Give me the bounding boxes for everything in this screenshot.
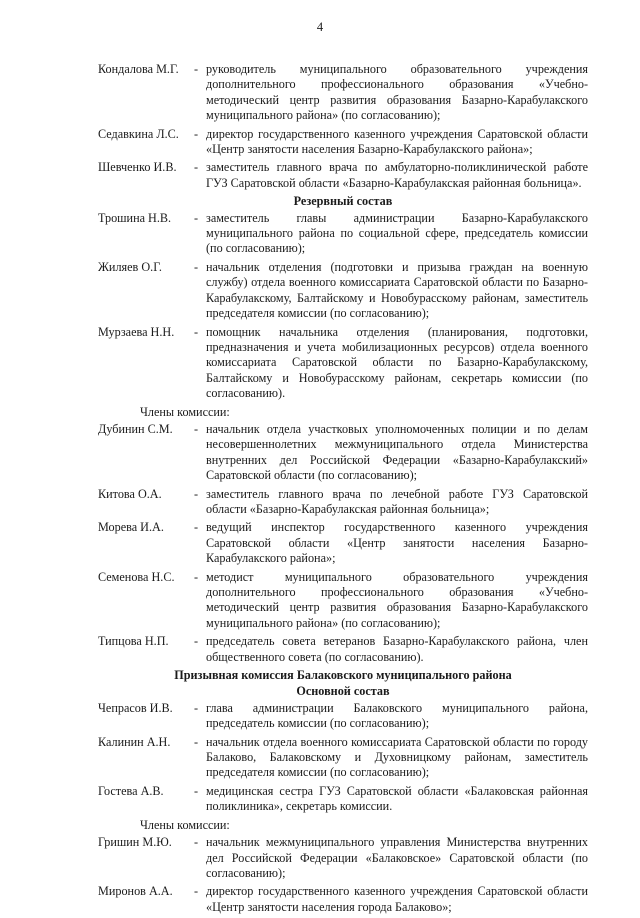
member-entry — [98, 325, 588, 402]
member-entry — [98, 487, 588, 518]
entry-dash: - — [194, 62, 199, 76]
entry-dash: - — [194, 634, 199, 649]
member-entry — [98, 260, 588, 322]
entry-dash: - — [194, 700, 199, 715]
member-position: директор государственного казенного учреждения Саратовской области «Центр занятости населения города Балаково»; — [206, 884, 588, 914]
member-name: Гришин М.Ю. — [98, 835, 172, 850]
member-position: председатель совета ветеранов Базарно-Карабулакского района, член общественного совета (по согласованию). — [206, 634, 588, 664]
commission-block-2 — [98, 211, 588, 402]
member-position: медицинская сестра ГУЗ Саратовской области «Балаковская районная поликлиника», секретарь комиссии. — [206, 783, 588, 814]
member-entry — [98, 570, 588, 632]
member-name: Семенова Н.С. — [98, 569, 175, 584]
member-entry — [98, 884, 588, 915]
member-name: Кондалова М.Г. — [98, 62, 179, 76]
member-name: Китова О.А. — [98, 486, 162, 501]
page-number: 4 — [316, 20, 324, 34]
member-position: начальник отделения (подготовки и призыва граждан на военную службу) отдела военного комиссариата Саратовской области по Базарно-Карабулакскому, Балтайскому и Новобурасскому районам, заместитель председателя комиссии (по согласованию); — [206, 259, 588, 321]
member-entry — [98, 701, 588, 732]
member-position: начальник межмуниципального управления Министерства внутренних дел Российской Федерации «Балаковское» Саратовской области (по согласованию); — [206, 835, 588, 880]
member-position: помощник начальника отделения (планирования, подготовки, предназначения и учета мобилизационных ресурсов) отдела военного комиссариата Саратовской области по Базарно-Карабулакскому, Балтайскому и Новобурасскому районам, секретарь комиссии (по согласованию). — [206, 324, 588, 401]
member-position: заместитель главного врача по лечебной работе ГУЗ Саратовской области «Базарно-Карабулакская районная больница»; — [206, 486, 588, 516]
entry-dash: - — [194, 520, 199, 535]
member-name: Чепрасов И.В. — [98, 700, 173, 715]
commission-block-3 — [98, 422, 588, 665]
member-entry — [98, 160, 588, 191]
member-entry — [98, 784, 588, 815]
commission-heading: Призывная комиссия Балаковского муниципального района — [174, 668, 512, 683]
commission-block-1 — [98, 62, 588, 191]
entry-dash: - — [194, 569, 199, 584]
member-position: руководитель муниципального образовательного учреждения дополнительного профессионального образования «Учебно-методический центр развития образования Базарно-Карабулакского муниципального района» (по согласованию); — [206, 62, 588, 123]
member-entry — [98, 422, 588, 484]
member-position: директор государственного казенного учреждения Саратовской области «Центр занятости населения Базарно-Карабулакского района»; — [206, 126, 588, 157]
entry-dash: - — [194, 421, 199, 436]
member-position: глава администрации Балаковского муниципального района, председатель комиссии (по согласованию); — [206, 700, 588, 731]
member-name: Трошина Н.В. — [98, 210, 172, 225]
member-position: заместитель главы администрации Базарно-Карабулакского муниципального района по социальной сфере, председатель комиссии (по согласованию); — [206, 210, 588, 256]
member-name: Калинин А.Н. — [98, 734, 171, 749]
member-name: Миронов А.А. — [98, 884, 173, 899]
entry-dash: - — [194, 835, 199, 850]
member-position: начальник отдела военного комиссариата Саратовской области по городу Балаково, Балаковскому и Духовницкому районам, заместитель председателя комиссии (по согласованию); — [206, 734, 588, 780]
entry-dash: - — [194, 884, 199, 899]
reserve-heading: Резервный состав — [293, 194, 393, 209]
entry-dash: - — [194, 160, 199, 175]
member-entry — [98, 634, 588, 665]
entry-dash: - — [194, 486, 199, 501]
commission-block-4 — [98, 701, 588, 815]
members-label: Члены комиссии: — [140, 817, 230, 832]
entry-dash: - — [194, 259, 199, 274]
member-position: начальник отдела участковых уполномоченных полиции и по делам несовершеннолетних межмуниципального отдела Министерства внутренних дел Российской Федерации «Базарно-Карабулакский» Саратовской области (по согласованию); — [206, 421, 588, 483]
member-name: Седавкина Л.С. — [98, 126, 179, 141]
members-label: Члены комиссии: — [140, 404, 230, 419]
member-position: методист муниципального образовательного учреждения дополнительного профессионального образования «Учебно-методический центр развития образования Базарно-Карабулакского муниципального района» (по согласованию); — [206, 569, 588, 630]
member-entry — [98, 211, 588, 257]
member-name: Морева И.А. — [98, 520, 164, 535]
member-name: Шевченко И.В. — [98, 160, 177, 175]
entry-dash: - — [194, 210, 199, 225]
member-entry — [98, 127, 588, 158]
document-body — [98, 62, 588, 918]
member-name: Жиляев О.Г. — [98, 259, 162, 274]
entry-dash: - — [194, 126, 199, 141]
member-entry — [98, 62, 588, 124]
member-position: заместитель главного врача по амбулаторно-поликлинической работе ГУЗ Саратовской области «Базарно-Карабулакская районная больница». — [206, 160, 588, 190]
member-name: Гостева А.В. — [98, 783, 164, 798]
member-position: ведущий инспектор государственного казенного учреждения Саратовской области «Центр занятости населения Базарно-Карабулакского района»; — [206, 520, 588, 566]
member-name: Дубинин С.М. — [98, 421, 173, 436]
member-name: Типцова Н.П. — [98, 634, 169, 649]
entry-dash: - — [194, 734, 199, 749]
commission-block-5 — [98, 835, 588, 915]
entry-dash: - — [194, 324, 199, 339]
member-entry — [98, 520, 588, 566]
entry-dash: - — [194, 783, 199, 798]
main-composition-heading: Основной состав — [296, 684, 390, 699]
member-entry — [98, 735, 588, 781]
member-name: Мурзаева Н.Н. — [98, 324, 175, 339]
member-entry — [98, 835, 588, 881]
